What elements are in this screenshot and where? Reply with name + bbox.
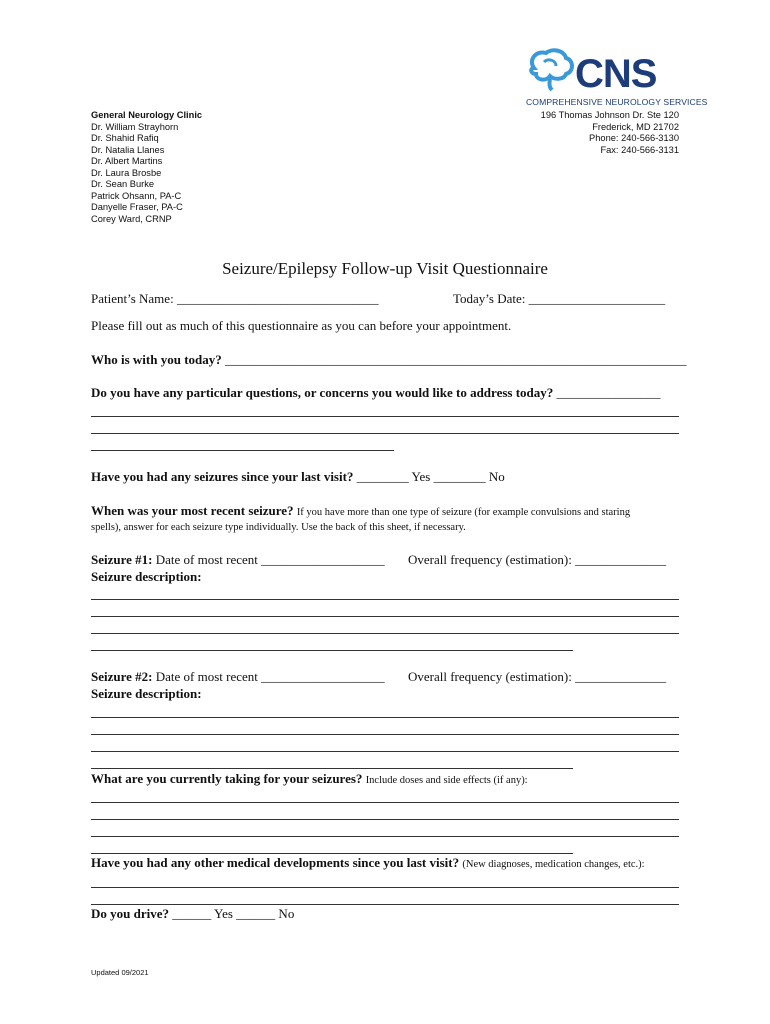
- medical-developments-question: Have you had any other medical developments since you last visit?: [91, 855, 460, 870]
- medical-developments-row: [91, 855, 645, 873]
- seizure1-row: [91, 552, 385, 568]
- recent-seizure-row: [91, 503, 630, 521]
- seizure2-description-label: Seizure description:: [91, 686, 202, 701]
- answer-line[interactable]: [91, 802, 679, 803]
- staff-name: Dr. Shahid Rafiq: [91, 133, 159, 143]
- logo-subtitle: COMPREHENSIVE NEUROLOGY SERVICES: [526, 97, 708, 107]
- staff-name: Dr. Natalia Llanes: [91, 144, 165, 155]
- answer-line[interactable]: [91, 853, 573, 854]
- drive-options[interactable]: ______ Yes ______ No: [172, 906, 295, 921]
- who-with-you-question: Who is with you today?: [91, 352, 222, 367]
- answer-line[interactable]: [91, 734, 679, 735]
- clinic-address: [541, 110, 679, 156]
- concerns-question: Do you have any particular questions, or concerns you would like to address today?: [91, 385, 554, 400]
- staff-name: Corey Ward, CRNP: [91, 213, 172, 224]
- seizure1-label: Seizure #1:: [91, 552, 153, 567]
- medical-developments-note: (New diagnoses, medication changes, etc.):: [462, 859, 645, 870]
- seizures-since-options[interactable]: ________ Yes ________ No: [356, 469, 505, 484]
- staff-name: Dr. William Strayhorn: [91, 121, 179, 132]
- who-with-you-row: [91, 352, 687, 368]
- staff-name: Danyelle Fraser, PA-C: [91, 202, 183, 212]
- address-fax: Fax: 240-566-3131: [600, 144, 679, 155]
- staff-name: Dr. Albert Martins: [91, 156, 163, 166]
- answer-line[interactable]: [91, 904, 679, 905]
- clinic-info: [91, 110, 202, 225]
- recent-seizure-question: When was your most recent seizure?: [91, 503, 294, 518]
- address-city: Frederick, MD 21702: [592, 121, 679, 132]
- answer-line[interactable]: [91, 633, 679, 634]
- seizure2-date-field[interactable]: Date of most recent ___________________: [155, 669, 385, 684]
- who-with-you-field[interactable]: _______________________________________________________________________: [225, 352, 687, 367]
- concerns-field[interactable]: ________________: [556, 385, 661, 400]
- updated-date: Updated 09/2021: [91, 968, 149, 977]
- answer-line[interactable]: [91, 433, 679, 434]
- date-field[interactable]: _____________________: [528, 291, 666, 306]
- instructions: Please fill out as much of this questionnaire as you can before your appointment.: [91, 318, 512, 333]
- answer-line[interactable]: [91, 416, 679, 417]
- seizure2-frequency-field[interactable]: Overall frequency (estimation): ______________: [408, 669, 667, 684]
- address-street: 196 Thomas Johnson Dr. Ste 120: [540, 110, 679, 120]
- staff-name: Dr. Laura Brosbe: [91, 167, 162, 178]
- logo-wordmark: CNS: [575, 52, 657, 96]
- seizure2-label: Seizure #2:: [91, 669, 153, 684]
- drive-question: Do you drive?: [91, 906, 169, 921]
- brain-icon: [526, 48, 576, 94]
- seizure1-date-field[interactable]: Date of most recent ___________________: [155, 552, 385, 567]
- medications-question: What are you currently taking for your seizures?: [91, 771, 363, 786]
- patient-name-field[interactable]: _______________________________: [176, 291, 379, 306]
- recent-seizure-note-continued: spells), answer for each seizure type individually. Use the back of this sheet, if necessary.: [91, 522, 466, 533]
- date-row: [453, 291, 665, 307]
- answer-line[interactable]: [91, 717, 679, 718]
- staff-name: Dr. Sean Burke: [91, 179, 155, 189]
- answer-line[interactable]: [91, 599, 679, 600]
- answer-line[interactable]: [91, 616, 679, 617]
- answer-line[interactable]: [91, 650, 573, 651]
- seizures-since-question: Have you had any seizures since your last visit?: [91, 469, 354, 484]
- concerns-row: [91, 385, 661, 401]
- answer-line[interactable]: [91, 819, 679, 820]
- medications-note: Include doses and side effects (if any):: [365, 775, 528, 786]
- answer-line[interactable]: [91, 751, 679, 752]
- answer-line[interactable]: [91, 887, 679, 888]
- seizure1-description-label: Seizure description:: [91, 569, 202, 584]
- address-phone: Phone: 240-566-3130: [589, 133, 679, 143]
- seizures-since-row: [91, 469, 505, 485]
- seizure2-row: [91, 669, 385, 685]
- form-title: Seizure/Epilepsy Follow-up Visit Questionnaire: [222, 259, 548, 278]
- date-label: Today’s Date:: [453, 291, 526, 306]
- answer-line[interactable]: [91, 450, 394, 451]
- answer-line[interactable]: [91, 768, 573, 769]
- patient-name-row: [91, 291, 378, 307]
- answer-line[interactable]: [91, 836, 679, 837]
- medications-row: [91, 771, 528, 789]
- patient-name-label: Patient’s Name:: [91, 291, 174, 306]
- drive-row: [91, 906, 294, 922]
- recent-seizure-note: If you have more than one type of seizure (for example convulsions and staring: [296, 507, 631, 518]
- clinic-name: General Neurology Clinic: [91, 110, 203, 120]
- staff-name: Patrick Ohsann, PA-C: [91, 190, 182, 201]
- seizure1-frequency-field[interactable]: Overall frequency (estimation): ______________: [408, 552, 667, 567]
